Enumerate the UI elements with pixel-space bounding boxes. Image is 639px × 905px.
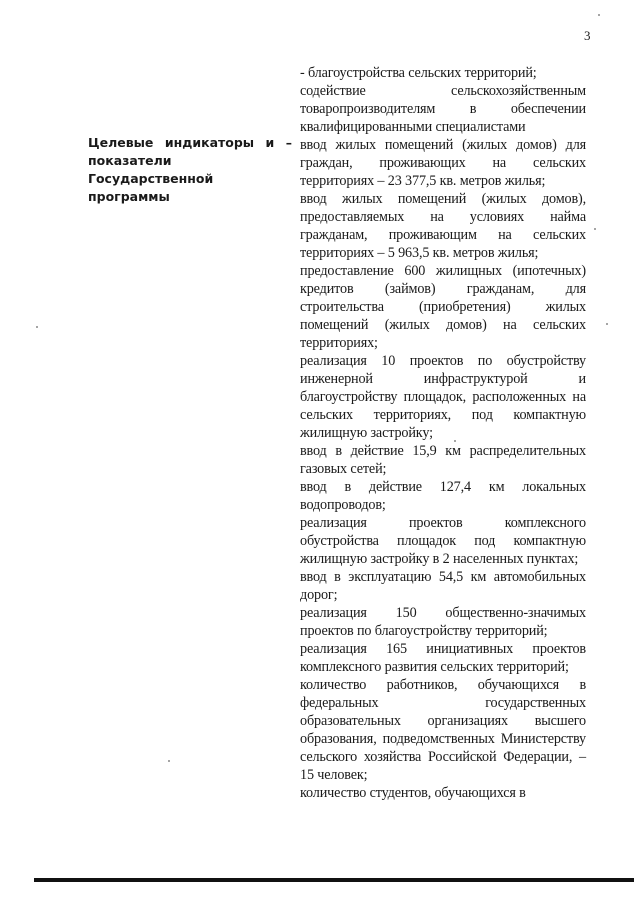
indicator-paragraph: ввод жилых помещений (жилых домов), предоставляемых на условиях найма гражданам, проживающим на сельских территориях – 5 963,5 кв. метров жилья; [300, 191, 586, 261]
scan-speck [598, 14, 600, 16]
indicator-paragraph: ввод в действие 127,4 км локальных водопроводов; [300, 479, 586, 513]
page-number: 3 [584, 28, 591, 43]
bottom-rule [34, 878, 634, 882]
indicator-paragraph: - благоустройства сельских территорий; [300, 65, 537, 81]
indicator-paragraph: реализация 10 проектов по обустройству инженерной инфраструктурой и благоустройству площадок, расположенных на сельских территориях, под компактную жилищную застройку; [300, 353, 586, 441]
indicator-paragraph: ввод жилых помещений (жилых домов) для граждан, проживающих на сельских территориях – 23 377,5 кв. метров жилья; [300, 137, 586, 189]
indicator-paragraph: предоставление 600 жилищных (ипотечных) кредитов (займов) гражданам, для строительства (приобретения) жилых помещений (жилых домов) на сельских территориях; [300, 263, 586, 351]
scan-speck [606, 323, 608, 325]
indicator-paragraph: реализация 150 общественно-значимых проектов по благоустройству территорий; [300, 605, 586, 639]
section-label-line: показатели [88, 153, 172, 168]
indicator-paragraph: ввод в эксплуатацию 54,5 км автомобильных дорог; [300, 569, 586, 603]
section-label-line: Государственной [88, 171, 214, 186]
indicator-paragraph: количество работников, обучающихся в федеральных государственных образовательных организациях высшего образования, подведомственных Министерству сельского хозяйства Российской Федерации, – 15 человек; [300, 677, 586, 783]
indicator-paragraph: количество студентов, обучающихся в [300, 785, 526, 801]
scan-speck [594, 228, 596, 230]
indicator-paragraph: реализация проектов комплексного обустройства площадок под компактную жилищную застройку в 2 населенных пунктах; [300, 515, 586, 567]
scan-speck [36, 326, 38, 328]
section-label-line: программы [88, 189, 170, 204]
scan-speck [454, 440, 456, 442]
section-label-line: Целевые индикаторы и – [88, 135, 292, 150]
indicator-paragraph: содействие сельскохозяйственным товаропроизводителям в обеспечении квалифицированными специалистами [300, 83, 586, 135]
indicator-paragraph: ввод в действие 15,9 км распределительных газовых сетей; [300, 443, 586, 477]
indicator-paragraph: реализация 165 инициативных проектов комплексного развития сельских территорий; [300, 641, 586, 675]
section-label [88, 134, 292, 206]
scan-speck [168, 760, 170, 762]
indicators-text [300, 64, 586, 802]
